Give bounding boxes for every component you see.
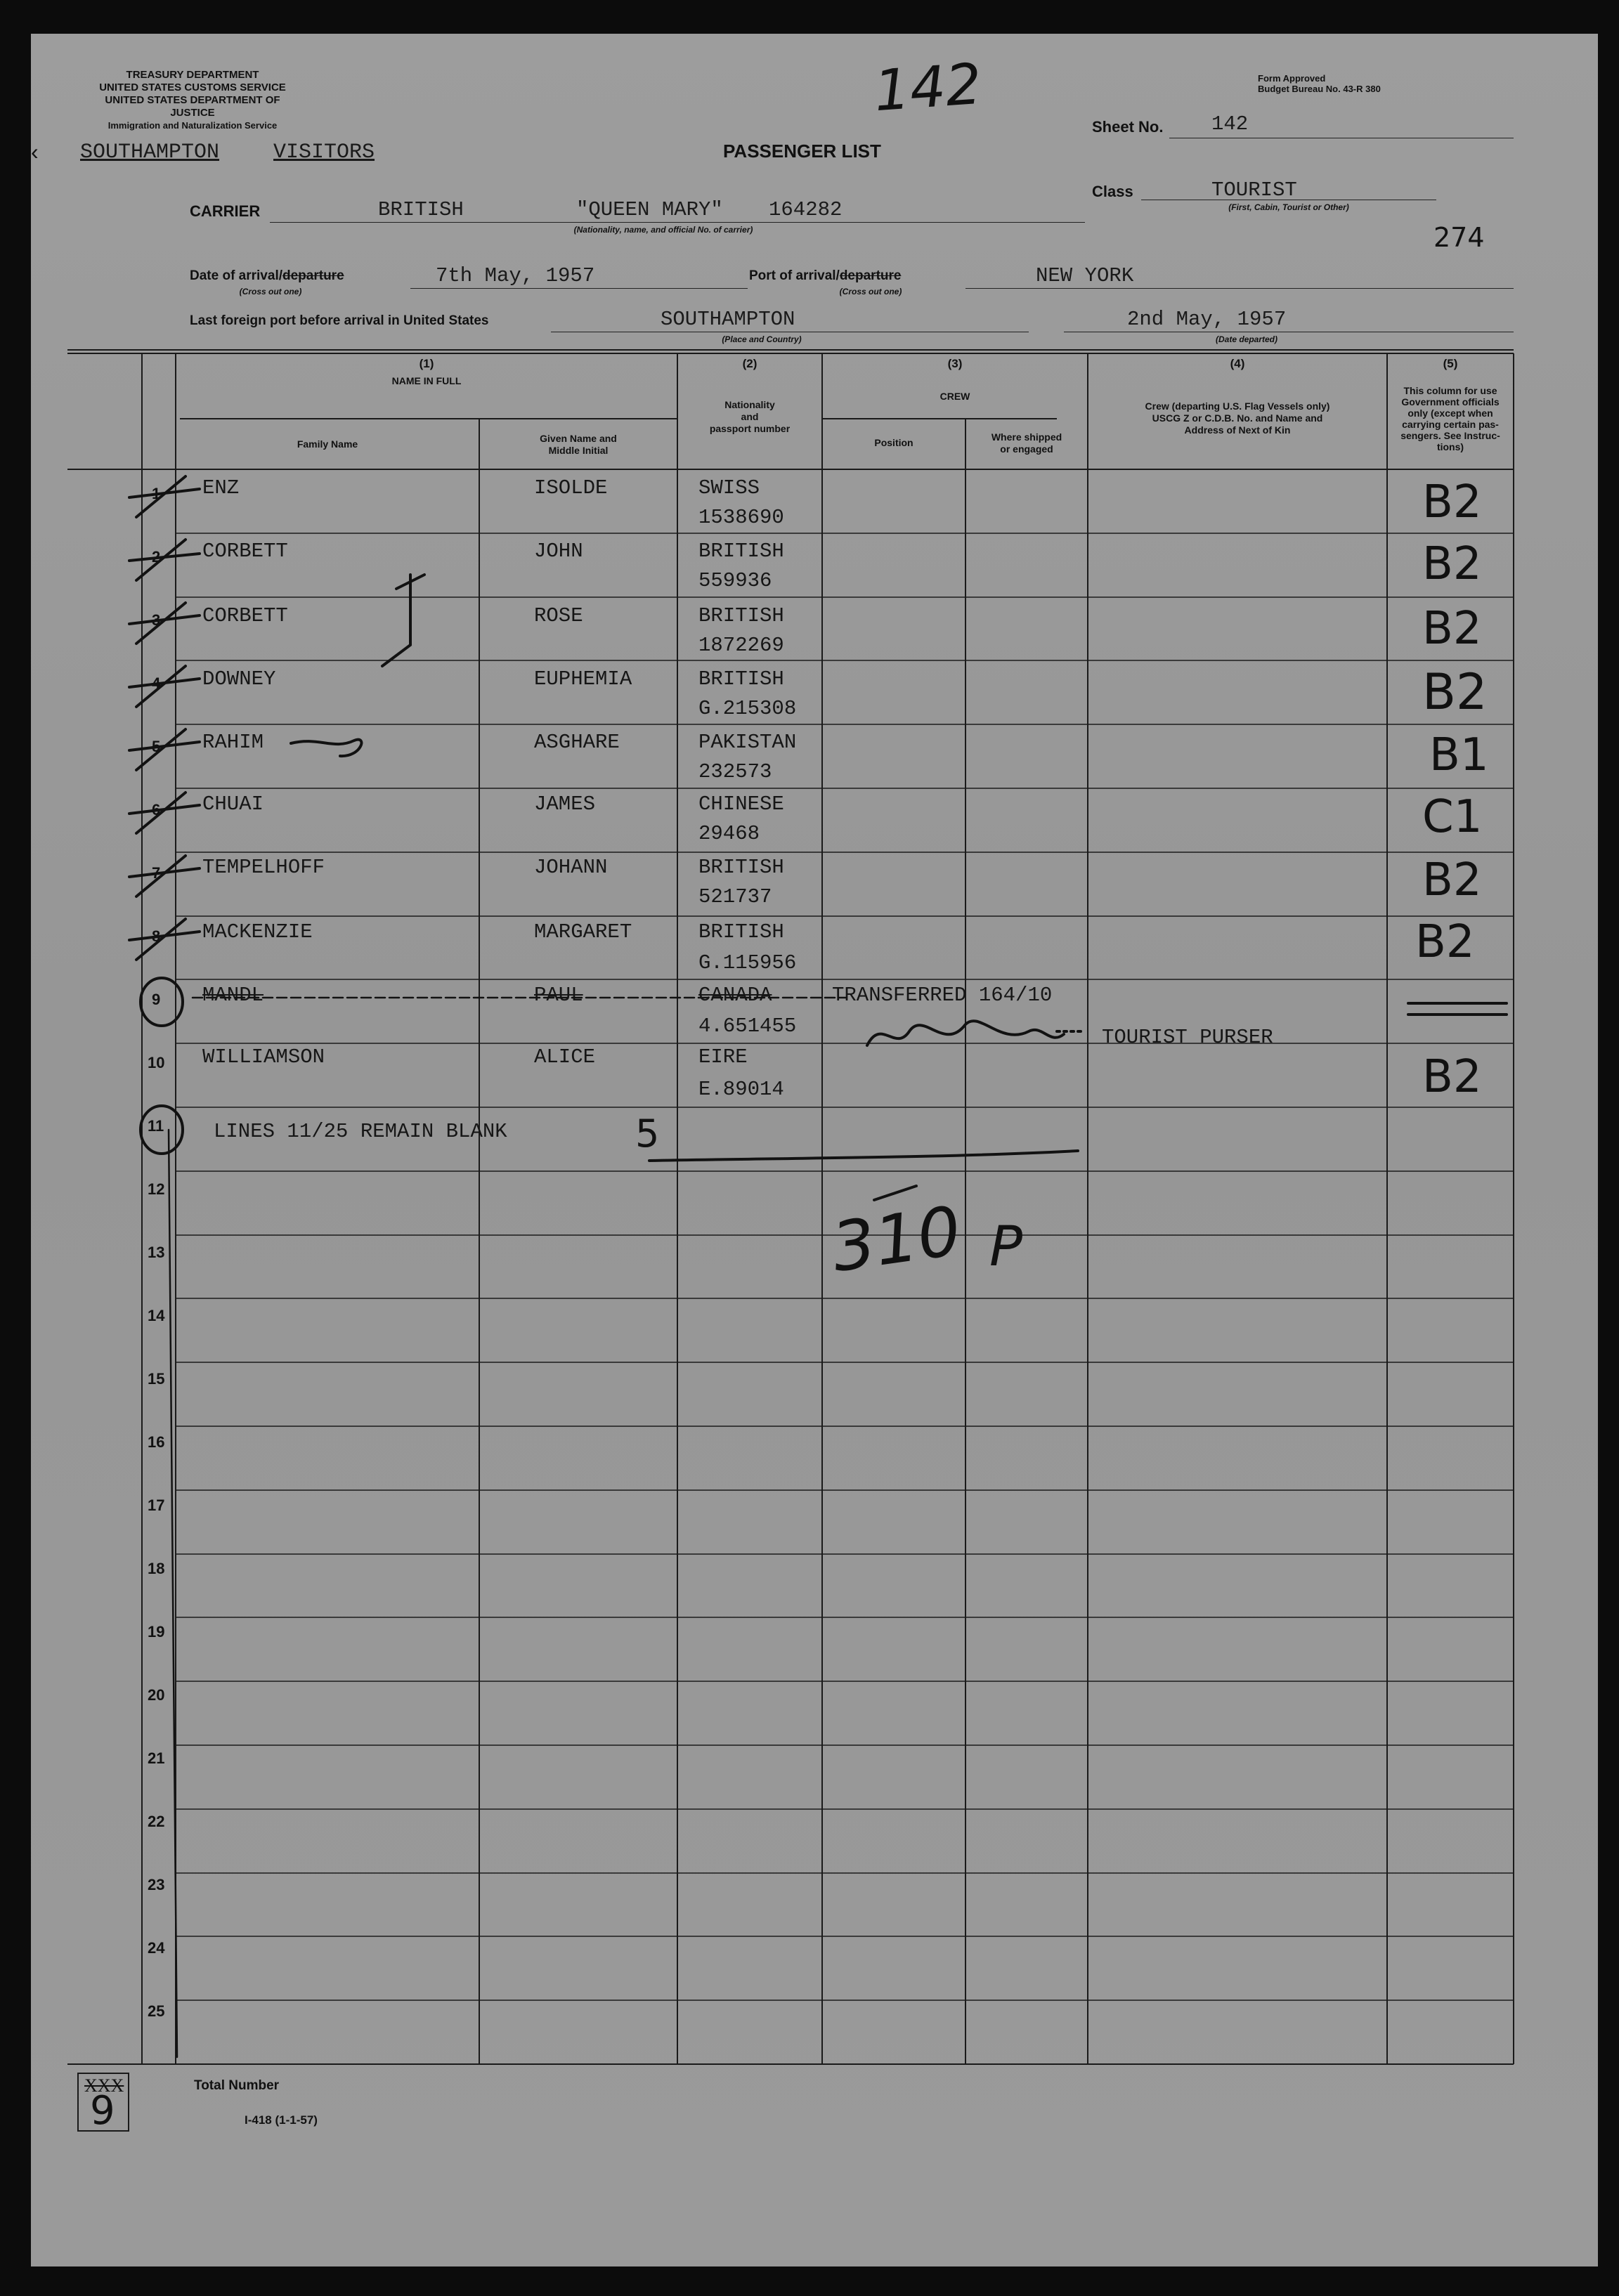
departed-date-value: 2nd May, 1957 — [1127, 308, 1287, 331]
page-title: PASSENGER LIST — [723, 141, 881, 162]
handwritten-strokes — [31, 34, 1598, 2266]
handwritten-310: 310 — [827, 1191, 966, 1288]
total-number-label: Total Number — [194, 2078, 280, 2093]
total-box-code: XXX — [84, 2075, 124, 2096]
nationality-cell: CHINESE — [698, 792, 784, 816]
visa-class-mark: B2 — [1422, 603, 1482, 655]
passport-cell: 521737 — [698, 885, 772, 908]
passport-cell: 29468 — [698, 822, 760, 845]
visa-class-mark: C1 — [1422, 791, 1483, 843]
cross-out-caption: (Cross out one) — [239, 287, 302, 296]
header-line: passport number — [709, 423, 791, 434]
sheet-no-label: Sheet No. — [1092, 118, 1164, 136]
row-number: 2 — [152, 548, 161, 566]
row-number: 11 — [148, 1117, 164, 1135]
handwritten-274: 274 — [1433, 222, 1485, 253]
given-name-cell: JOHANN — [534, 856, 608, 879]
row-number: 22 — [148, 1813, 165, 1830]
given-name-cell: JOHN — [534, 540, 583, 563]
form-approved-line: Budget Bureau No. 43-R 380 — [1258, 84, 1381, 94]
row-number: 25 — [148, 2002, 165, 2020]
nationality-cell: BRITISH — [698, 856, 784, 879]
arrival-date-value: 7th May, 1957 — [436, 264, 595, 287]
carrier-caption: (Nationality, name, and official No. of carrier) — [573, 225, 753, 235]
arrival-port-value: NEW YORK — [1036, 264, 1134, 287]
row-number: 20 — [148, 1686, 165, 1704]
transferred-note: TRANSFERRED 164/10 — [832, 984, 1053, 1007]
column-1-title: NAME IN FULL — [391, 375, 462, 386]
family-name-cell: ENZ — [202, 476, 240, 500]
row-number: 19 — [148, 1623, 165, 1641]
row-number: 21 — [148, 1749, 165, 1767]
family-name-cell: MACKENZIE — [202, 920, 313, 944]
family-name-cell: TEMPELHOFF — [202, 856, 325, 879]
row-number: 17 — [148, 1496, 165, 1514]
header-line: Given Name and — [540, 433, 617, 444]
row-number: 12 — [148, 1180, 165, 1198]
family-name-cell: CHUAI — [202, 792, 264, 816]
visa-class-mark: B2 — [1422, 1051, 1482, 1103]
family-name-cell: MANDL — [202, 984, 264, 1007]
passport-cell: 4.651455 — [698, 1015, 797, 1038]
cross-out-caption: (Cross out one) — [839, 287, 902, 296]
header-line: only (except when — [1407, 407, 1493, 419]
agency-line: UNITED STATES DEPARTMENT OF JUSTICE — [105, 94, 280, 119]
given-name-cell: EUPHEMIA — [534, 667, 632, 691]
carrier-official-number: 164282 — [769, 198, 843, 221]
position-header: Position — [874, 437, 913, 448]
row-number: 6 — [152, 801, 161, 818]
visa-class-mark: B2 — [1422, 663, 1488, 721]
class-caption: (First, Cabin, Tourist or Other) — [1228, 202, 1349, 212]
visa-class-mark: B1 — [1429, 729, 1489, 781]
handwritten-sheet-number: 142 — [871, 51, 984, 124]
class-value: TOURIST — [1211, 178, 1297, 202]
row-number: 4 — [152, 674, 161, 692]
given-name-cell: PAUL — [534, 984, 583, 1007]
header-line: or engaged — [1000, 443, 1053, 455]
header-line: tions) — [1436, 441, 1464, 452]
header-line: Middle Initial — [548, 445, 609, 456]
class-label: Class — [1092, 183, 1133, 200]
handwritten-p: P — [989, 1215, 1023, 1279]
agency-line: Immigration and Naturalization Service — [108, 120, 278, 131]
family-name-cell: CORBETT — [202, 604, 288, 627]
last-port-value: SOUTHAMPTON — [661, 308, 795, 331]
nationality-cell: BRITISH — [698, 540, 784, 563]
form-number: I-418 (1-1-57) — [245, 2113, 318, 2127]
header-line: carrying certain pas- — [1402, 419, 1499, 430]
remain-blank-note: LINES 11/25 REMAIN BLANK — [214, 1120, 507, 1143]
row-number: 16 — [148, 1433, 165, 1451]
last-port-caption: (Place and Country) — [722, 334, 802, 344]
row-number: 1 — [152, 485, 161, 502]
passport-cell: 1538690 — [698, 506, 784, 529]
given-name-cell: ASGHARE — [534, 731, 620, 754]
carrier-label: CARRIER — [190, 202, 261, 220]
agency-line: UNITED STATES CUSTOMS SERVICE — [99, 81, 286, 93]
passport-cell: 232573 — [698, 760, 772, 783]
column-3-number: (3) — [947, 357, 963, 370]
date-arrival-label: Date of arrival/departure — [190, 268, 344, 283]
agency-line: TREASURY DEPARTMENT — [126, 69, 259, 81]
last-port-label: Last foreign port before arrival in United States — [190, 313, 489, 328]
header-line: Government officials — [1401, 396, 1500, 407]
nationality-cell: EIRE — [698, 1045, 748, 1069]
stamp-visitors: VISITORS — [273, 141, 375, 164]
family-name-cell: CORBETT — [202, 540, 288, 563]
row-number: 8 — [152, 927, 161, 945]
header-line: USCG Z or C.D.B. No. and Name and — [1152, 412, 1323, 424]
handwritten-5: 5 — [635, 1111, 660, 1156]
row-number: 15 — [148, 1370, 165, 1388]
passport-cell: G.215308 — [698, 697, 797, 720]
column-5-number: (5) — [1443, 357, 1458, 370]
row-number: 10 — [148, 1054, 165, 1071]
nationality-cell: BRITISH — [698, 604, 784, 627]
column-2-number: (2) — [742, 357, 758, 370]
family-name-cell: DOWNEY — [202, 667, 276, 691]
family-name-header: Family Name — [297, 438, 358, 450]
column-1-number: (1) — [419, 357, 434, 370]
family-name-cell: WILLIAMSON — [202, 1045, 325, 1069]
nationality-cell: BRITISH — [698, 667, 784, 691]
column-3-title: CREW — [939, 391, 970, 402]
chevron-mark-icon: ‹ — [31, 139, 39, 164]
given-name-cell: ISOLDE — [534, 476, 608, 500]
given-name-cell: ROSE — [534, 604, 583, 627]
sheet-no-value: 142 — [1211, 112, 1249, 136]
row-number: 24 — [148, 1939, 165, 1957]
header-line: Address of Next of Kin — [1184, 424, 1291, 436]
header-line: This column for use — [1403, 385, 1497, 396]
given-name-cell: JAMES — [534, 792, 596, 816]
visa-class-mark: B2 — [1422, 538, 1482, 590]
row-number: 7 — [152, 864, 161, 882]
passport-cell: 559936 — [698, 569, 772, 592]
visa-class-mark: B2 — [1415, 916, 1475, 968]
form-approved-line: Form Approved — [1258, 73, 1326, 84]
visa-class-mark: B2 — [1422, 854, 1482, 906]
tourist-purser-note: TOURIST PURSER — [1102, 1026, 1273, 1049]
row-number: 18 — [148, 1560, 165, 1577]
column-4-number: (4) — [1230, 357, 1245, 370]
visa-class-mark: B2 — [1422, 476, 1482, 528]
passport-cell: G.115956 — [698, 951, 797, 974]
row-number: 9 — [152, 991, 161, 1008]
port-arrival-label: Port of arrival/departure — [749, 268, 902, 283]
row-number: 23 — [148, 1876, 165, 1893]
nationality-cell: CANADA — [698, 984, 772, 1007]
given-name-cell: MARGARET — [534, 920, 632, 944]
header-line: sengers. See Instruc- — [1400, 430, 1500, 441]
family-name-cell: RAHIM — [202, 731, 264, 754]
nationality-cell: PAKISTAN — [698, 731, 797, 754]
carrier-name: "QUEEN MARY" — [576, 198, 723, 221]
row-number: 14 — [148, 1307, 165, 1324]
passport-cell: 1872269 — [698, 634, 784, 657]
given-name-cell: ALICE — [534, 1045, 596, 1069]
passenger-list-sheet — [31, 34, 1598, 2266]
row-number: 3 — [152, 611, 161, 629]
header-line: Where shipped — [991, 431, 1062, 443]
passport-cell: E.89014 — [698, 1078, 784, 1101]
nationality-cell: BRITISH — [698, 920, 784, 944]
nationality-cell: SWISS — [698, 476, 760, 500]
total-box-value: 9 — [90, 2088, 115, 2134]
carrier-nationality: BRITISH — [378, 198, 464, 221]
row-number: 5 — [152, 738, 161, 755]
header-line: Crew (departing U.S. Flag Vessels only) — [1145, 400, 1330, 412]
header-line: Nationality — [724, 399, 775, 410]
stamp-port: SOUTHAMPTON — [80, 141, 220, 164]
header-line: and — [741, 411, 759, 422]
departed-caption: (Date departed) — [1215, 334, 1277, 344]
row-number: 13 — [148, 1244, 165, 1261]
